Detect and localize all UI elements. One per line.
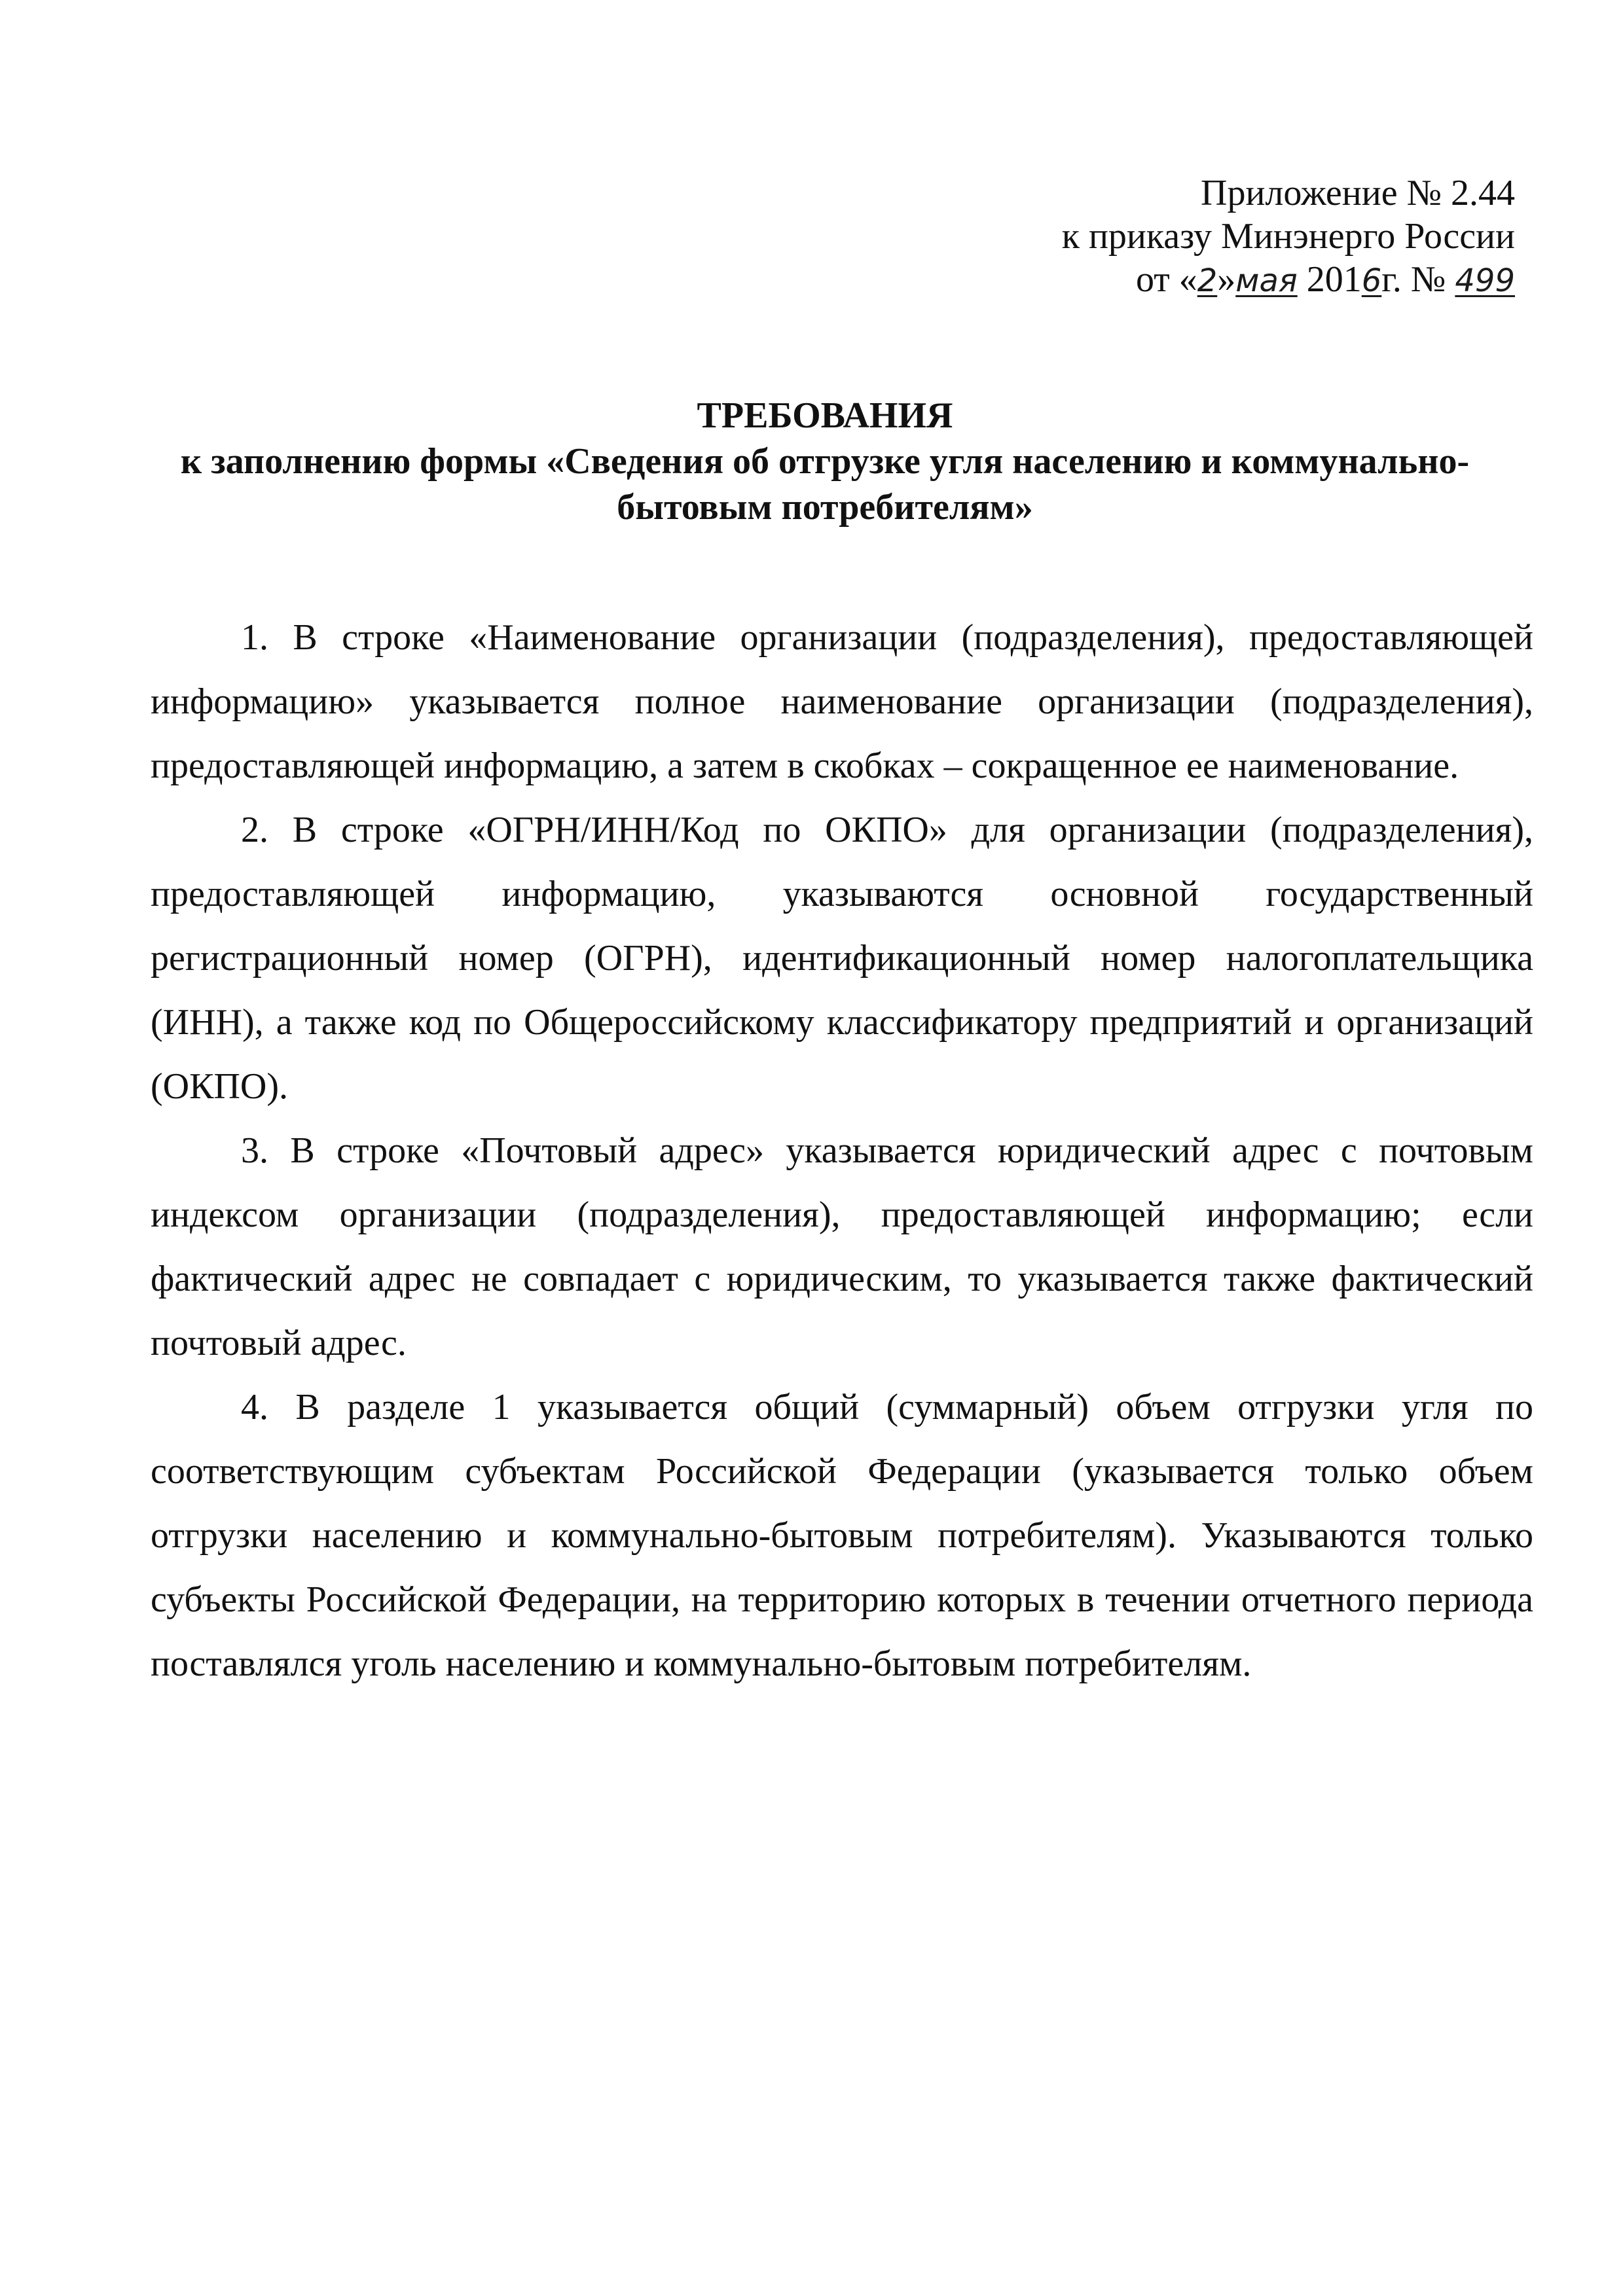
- annex-block: [926, 171, 1515, 302]
- subtitle-line-1: к заполнению формы «Сведения об отгрузке угля населению и коммунально-: [180, 441, 1470, 482]
- annex-date-line: [926, 258, 1515, 302]
- paragraph-1: 1. В строке «Наименование организации (подразделения), предоставляющей информацию» указывается полное наименование организации (подразделения), предоставляющей информацию, а затем в скобках – сокращенное ее наименование.: [151, 617, 1533, 786]
- paragraph-3: 3. В строке «Почтовый адрес» указывается юридический адрес с почтовым индексом организации (подразделения), предоставляющей информацию; если фактический адрес не совпадает с юридическим, то указывается также фактический почтовый адрес.: [151, 1130, 1533, 1363]
- year-prefix: 201: [1297, 259, 1362, 300]
- annex-number: Приложение № 2.44: [1201, 173, 1515, 213]
- annex-order-reference: к приказу Минэнерго России: [1061, 216, 1515, 257]
- handwritten-year-digit: 6: [1361, 262, 1382, 299]
- quote-close: »: [1217, 259, 1236, 300]
- handwritten-month: мая: [1235, 262, 1298, 299]
- document-title: ТРЕБОВАНИЯ: [697, 395, 953, 436]
- date-prefix: от «: [1135, 259, 1197, 300]
- paragraph-2: 2. В строке «ОГРН/ИНН/Код по ОКПО» для организации (подразделения), предоставляющей информацию, указываются основной государственный регистрационный номер (ОГРН), идентификационный номер налогоплательщика (ИНН), а также код по Общероссийскому классификатору предприятий и организаций (ОКПО).: [151, 810, 1533, 1107]
- year-suffix: г. №: [1381, 259, 1455, 300]
- paragraph-4: 4. В разделе 1 указывается общий (суммарный) объем отгрузки угля по соответствующим субъектам Российской Федерации (указывается только объем отгрузки населению и коммунально-бытовым потребителям). Указываются только субъекты Российской Федерации, на территорию которых в течении отчетного периода поставлялся уголь населению и коммунально-бытовым потребителям.: [151, 1387, 1533, 1684]
- document-body: [151, 605, 1533, 1696]
- document-subtitle: [151, 439, 1499, 530]
- handwritten-day: 2: [1197, 262, 1218, 299]
- handwritten-order-number: 499: [1455, 262, 1515, 299]
- subtitle-line-2: бытовым потребителям»: [617, 487, 1033, 528]
